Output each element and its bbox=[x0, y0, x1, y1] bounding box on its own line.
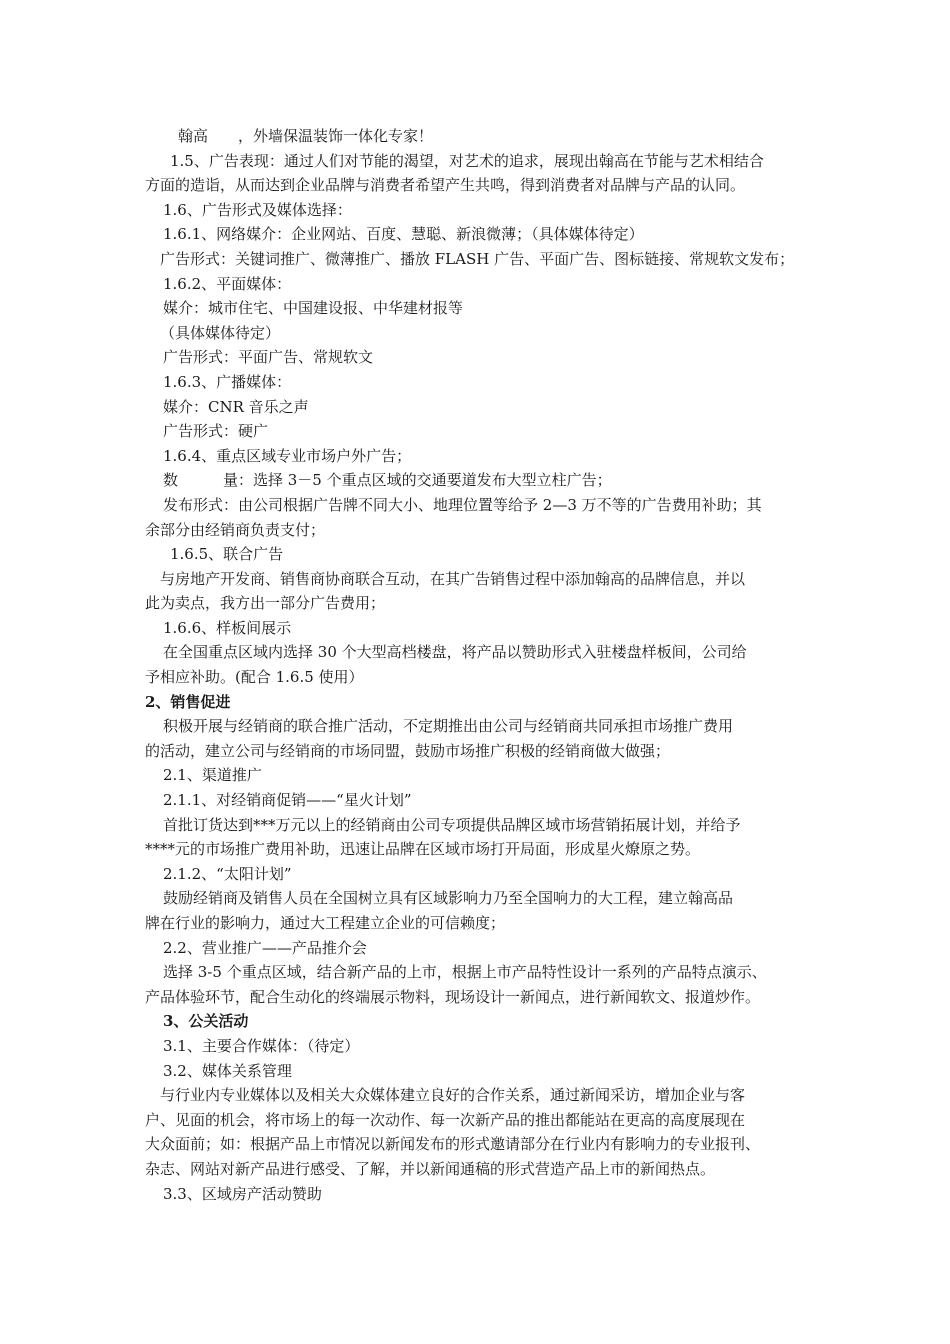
text-line: 1.6、广告形式及媒体选择： bbox=[163, 200, 352, 219]
text-line: 翰高 ，外墙保温装饰一体化专家！ bbox=[178, 127, 434, 145]
text-line: 2.1.2、“太阳计划” bbox=[163, 864, 292, 883]
text-line: 方面的造诣，从而达到企业品牌与消费者希望产生共鸣，得到消费者对品牌与产品的认同。 bbox=[145, 176, 746, 195]
text-line: 发布形式：由公司根据广告牌不同大小、地理位置等给予 2—3 万不等的广告费用补助；其 bbox=[163, 495, 762, 514]
text-line: 1.6.6、样板间展示 bbox=[163, 618, 292, 637]
text-line: 余部分由经销商负责支付； bbox=[145, 520, 326, 539]
text-line: 广告形式：平面广告、常规软文 bbox=[163, 348, 374, 367]
text-line: 媒介：城市住宅、中国建设报、中华建材报等 bbox=[163, 299, 464, 318]
text-line: 2.1、渠道推广 bbox=[163, 766, 262, 785]
text-line: ****元的市场推广费用补助，迅速让品牌在区域市场打开局面，形成星火燎原之势。 bbox=[145, 840, 701, 859]
text-line: 3.1、主要合作媒体：（待定） bbox=[163, 1036, 360, 1055]
text-line: 1.6.2、平面媒体： bbox=[163, 274, 292, 293]
text-line: 大众面前；如：根据产品上市情况以新闻发布的形式邀请部分在行业内有影响力的专业报刊、 bbox=[145, 1135, 761, 1154]
document-body bbox=[145, 124, 813, 1206]
text-line: 数 量：选择 3－5 个重点区域的交通要道发布大型立柱广告； bbox=[163, 471, 612, 490]
text-line: 在全国重点区域内选择 30 个大型高档楼盘，将产品以赞助形式入驻楼盘样板间，公司给 bbox=[163, 643, 747, 662]
text-line: 积极开展与经销商的联合推广活动，不定期推出由公司与经销商共同承担市场推广费用 bbox=[163, 717, 734, 736]
text-line: 予相应补助。(配合 1.6.5 使用） bbox=[145, 668, 364, 687]
text-line: 首批订货达到***万元以上的经销商由公司专项提供品牌区域市场营销拓展计划，并给予 bbox=[163, 815, 741, 834]
text-line: 鼓励经销商及销售人员在全国树立具有区域影响力乃至全国响力的大工程，建立翰高品 bbox=[163, 889, 734, 908]
text-line: 1.5、广告表现：通过人们对节能的渴望，对艺术的追求，展现出翰高在节能与艺术相结合 bbox=[170, 151, 764, 170]
text-line: 户、见面的机会，将市场上的每一次动作、每一次新产品的推出都能站在更高的高度展现在 bbox=[145, 1110, 746, 1129]
text-line: 杂志、网站对新产品进行感受、了解，并以新闻通稿的形式营造产品上市的新闻热点。 bbox=[145, 1159, 716, 1178]
text-line: 广告形式：硬广 bbox=[163, 422, 269, 441]
text-line: 选择 3-5 个重点区域，结合新产品的上市，根据上市产品特性设计一系列的产品特点演示、 bbox=[163, 963, 767, 982]
text-line: 1.6.4、重点区域专业市场户外广告； bbox=[163, 446, 412, 465]
section-heading: 3、公关活动 bbox=[163, 1012, 249, 1031]
text-line: 牌在行业的影响力，通过大工程建立企业的可信赖度； bbox=[145, 914, 506, 932]
text-line: 3.2、媒体关系管理 bbox=[163, 1061, 292, 1080]
text-line: 3.3、区域房产活动赞助 bbox=[163, 1184, 322, 1203]
text-line: 2.1.1、对经销商促销——“星火计划” bbox=[163, 791, 412, 810]
text-line: 2.2、营业推广——产品推介会 bbox=[163, 938, 367, 957]
text-line: 媒介：CNR 音乐之声 bbox=[163, 397, 309, 416]
text-line: 广告形式：关键词推广、微薄推广、播放 FLASH 广告、平面广告、图标链接、常规软文发布； bbox=[160, 249, 795, 268]
text-line: 与行业内专业媒体以及相关大众媒体建立良好的合作关系，通过新闻采访，增加企业与客 bbox=[160, 1086, 746, 1105]
text-line: 1.6.5、联合广告 bbox=[170, 545, 284, 564]
text-line: 1.6.1、网络媒介：企业网站、百度、慧聪、新浪微薄；（具体媒体待定） bbox=[163, 225, 644, 244]
text-line: 此为卖点，我方出一部分广告费用； bbox=[145, 594, 386, 613]
text-line: 产品体验环节，配合生动化的终端展示物料，现场设计一新闻点，进行新闻软文、报道炒作。 bbox=[145, 987, 761, 1006]
text-line: 的活动，建立公司与经销商的市场同盟，鼓励市场推广积极的经销商做大做强； bbox=[145, 741, 671, 760]
section-heading: 2、销售促进 bbox=[145, 692, 231, 711]
text-line: （具体媒体待定） bbox=[160, 323, 281, 342]
text-line: 1.6.3、广播媒体： bbox=[163, 372, 292, 391]
text-line: 与房地产开发商、销售商协商联合互动，在其广告销售过程中添加翰高的品牌信息，并以 bbox=[160, 569, 746, 588]
